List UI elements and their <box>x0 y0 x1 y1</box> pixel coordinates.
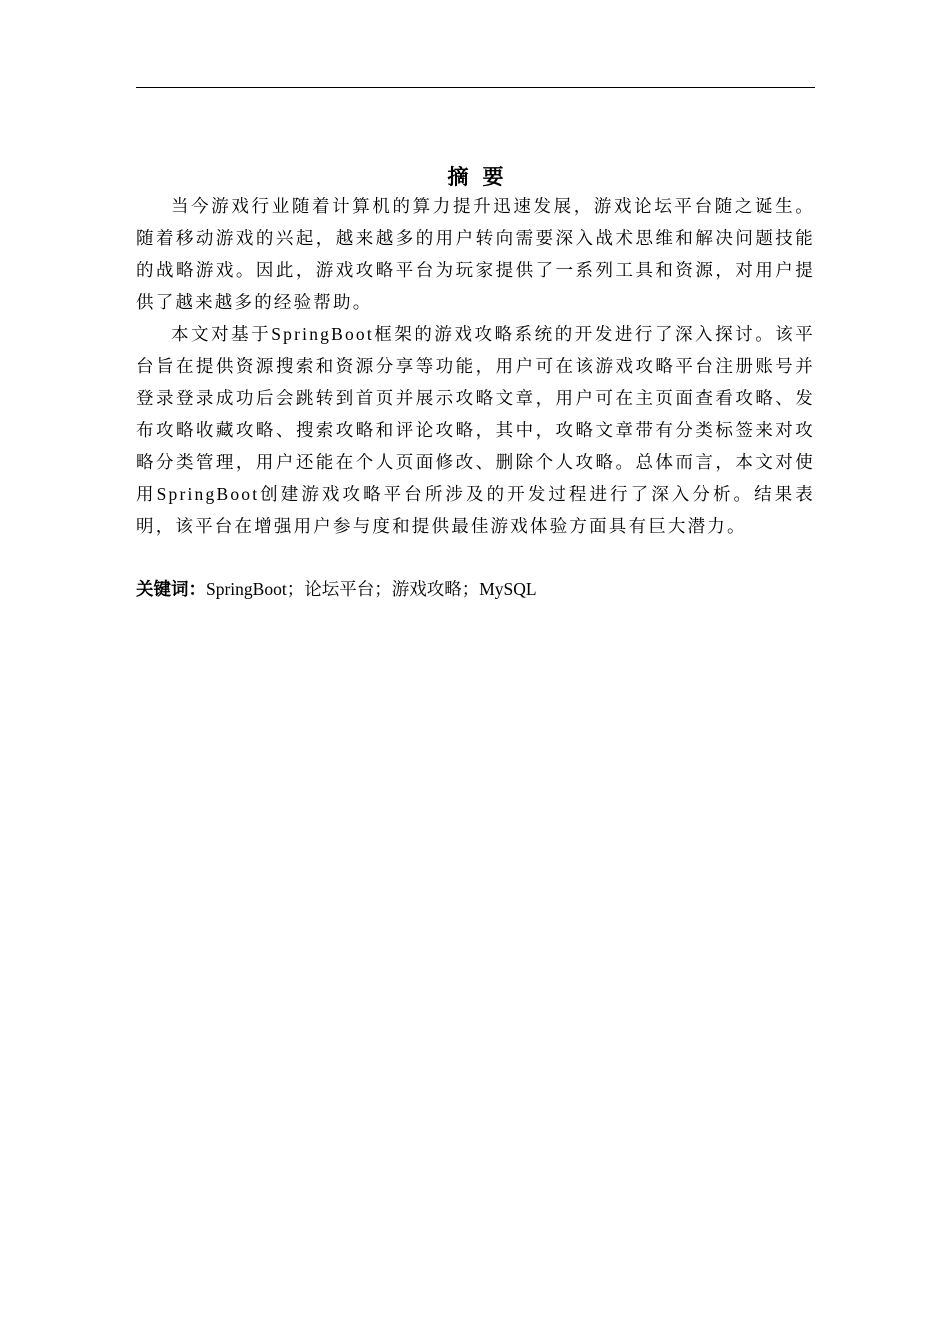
keywords-line <box>136 573 815 605</box>
keywords-text: SpringBoot；论坛平台；游戏攻略；MySQL <box>206 579 537 599</box>
header-rule <box>136 87 815 88</box>
abstract-body <box>136 190 815 542</box>
abstract-paragraph-1: 当今游戏行业随着计算机的算力提升迅速发展，游戏论坛平台随之诞生。随着移动游戏的兴起，越来越多的用户转向需要深入战术思维和解决问题技能的战略游戏。因此，游戏攻略平台为玩家提供了一系列工具和资源，对用户提供了越来越多的经验帮助。 <box>136 196 815 312</box>
abstract-paragraph-2: 本文对基于SpringBoot框架的游戏攻略系统的开发进行了深入探讨。该平台旨在提供资源搜索和资源分享等功能，用户可在该游戏攻略平台注册账号并登录登录成功后会跳转到首页并展示攻略文章，用户可在主页面查看攻略、发布攻略收藏攻略、搜索攻略和评论攻略，其中，攻略文章带有分类标签来对攻略分类管理，用户还能在个人页面修改、删除个人攻略。总体而言，本文对使用SpringBoot创建游戏攻略平台所涉及的开发过程进行了深入分析。结果表明，该平台在增强用户参与度和提供最佳游戏体验方面具有巨大潜力。 <box>136 324 815 536</box>
keywords-label: 关键词： <box>136 579 206 599</box>
abstract-title: 摘要 <box>447 165 518 189</box>
